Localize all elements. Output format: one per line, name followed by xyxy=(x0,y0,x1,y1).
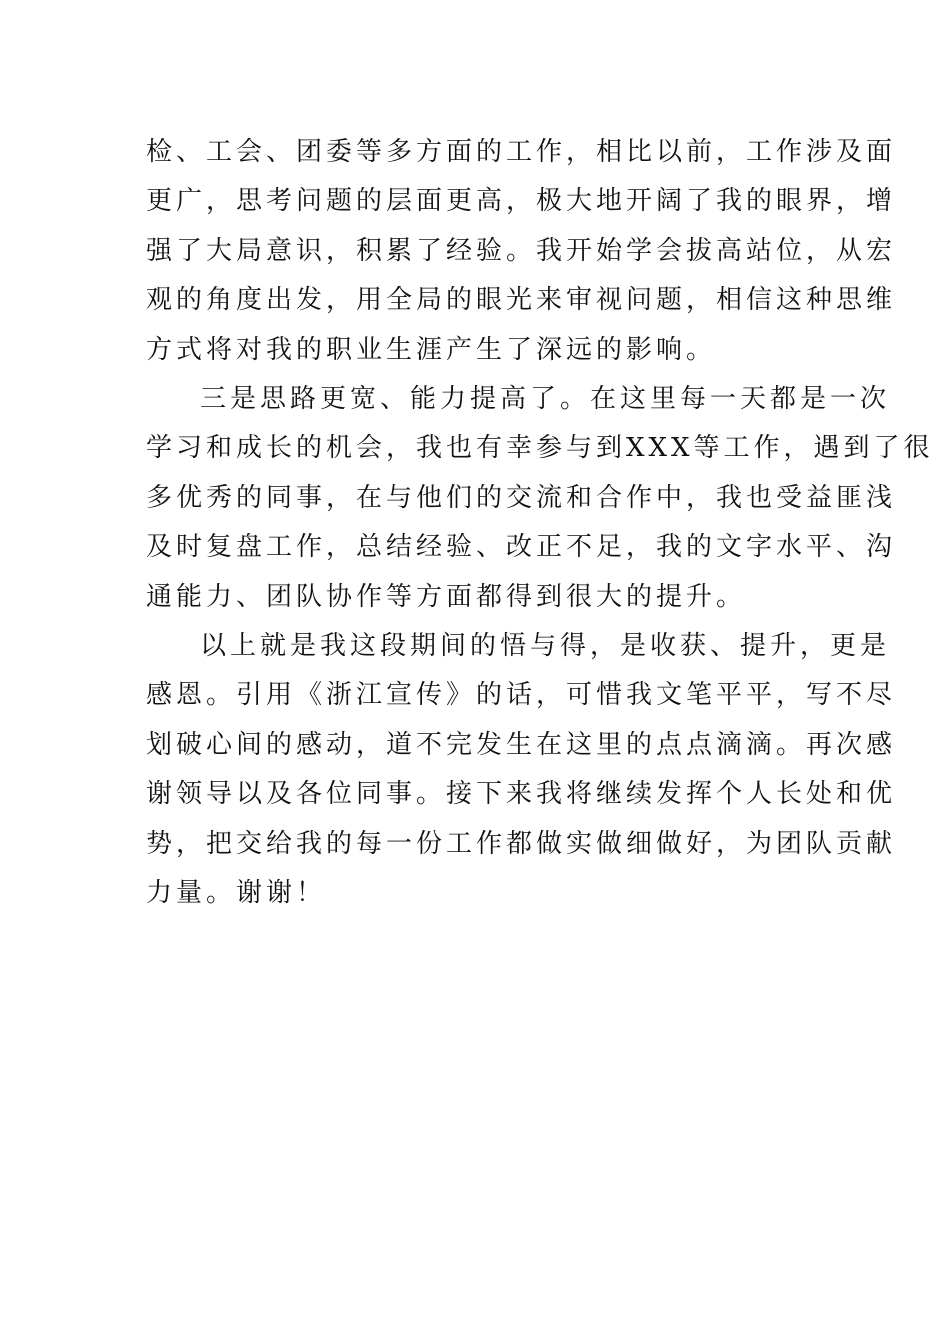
text-line: 强了大局意识，积累了经验。我开始学会拔高站位，从宏 xyxy=(146,235,897,266)
text-line: 更广，思考问题的层面更高，极大地开阔了我的眼界，增 xyxy=(146,186,897,217)
paragraph-3 xyxy=(146,622,897,918)
text-line: 观的角度出发，用全局的眼光来审视问题，相信这种思维 xyxy=(146,285,897,316)
text-line: 多优秀的同事，在与他们的交流和合作中，我也受益匪浅 xyxy=(146,482,897,513)
text-line: 及时复盘工作，总结经验、改正不足，我的文字水平、沟 xyxy=(146,532,897,563)
paragraph-1 xyxy=(146,128,897,375)
text-line: 学习和成长的机会，我也有幸参与到XXX等工作，遇到了很 xyxy=(146,433,934,464)
text-line: 方式将对我的职业生涯产生了深远的影响。 xyxy=(146,334,717,365)
paragraph-2 xyxy=(146,375,934,622)
document-body xyxy=(146,128,934,919)
text-line: 力量。谢谢！ xyxy=(146,878,327,909)
text-line: 感恩。引用《浙江宣传》的话，可惜我文笔平平，写不尽 xyxy=(146,680,897,711)
text-line: 通能力、团队协作等方面都得到很大的提升。 xyxy=(146,581,747,612)
text-line: 三是思路更宽、能力提高了。在这里每一天都是一次 xyxy=(200,384,891,415)
text-line: 检、工会、团委等多方面的工作，相比以前，工作涉及面 xyxy=(146,137,897,167)
text-line: 划破心间的感动，道不完发生在这里的点点滴滴。再次感 xyxy=(146,729,897,760)
text-line: 谢领导以及各位同事。接下来我将继续发挥个人长处和优 xyxy=(146,779,897,810)
text-line: 势，把交给我的每一份工作都做实做细做好，为团队贡献 xyxy=(146,828,897,859)
text-line: 以上就是我这段期间的悟与得，是收获、提升，更是 xyxy=(200,631,891,662)
